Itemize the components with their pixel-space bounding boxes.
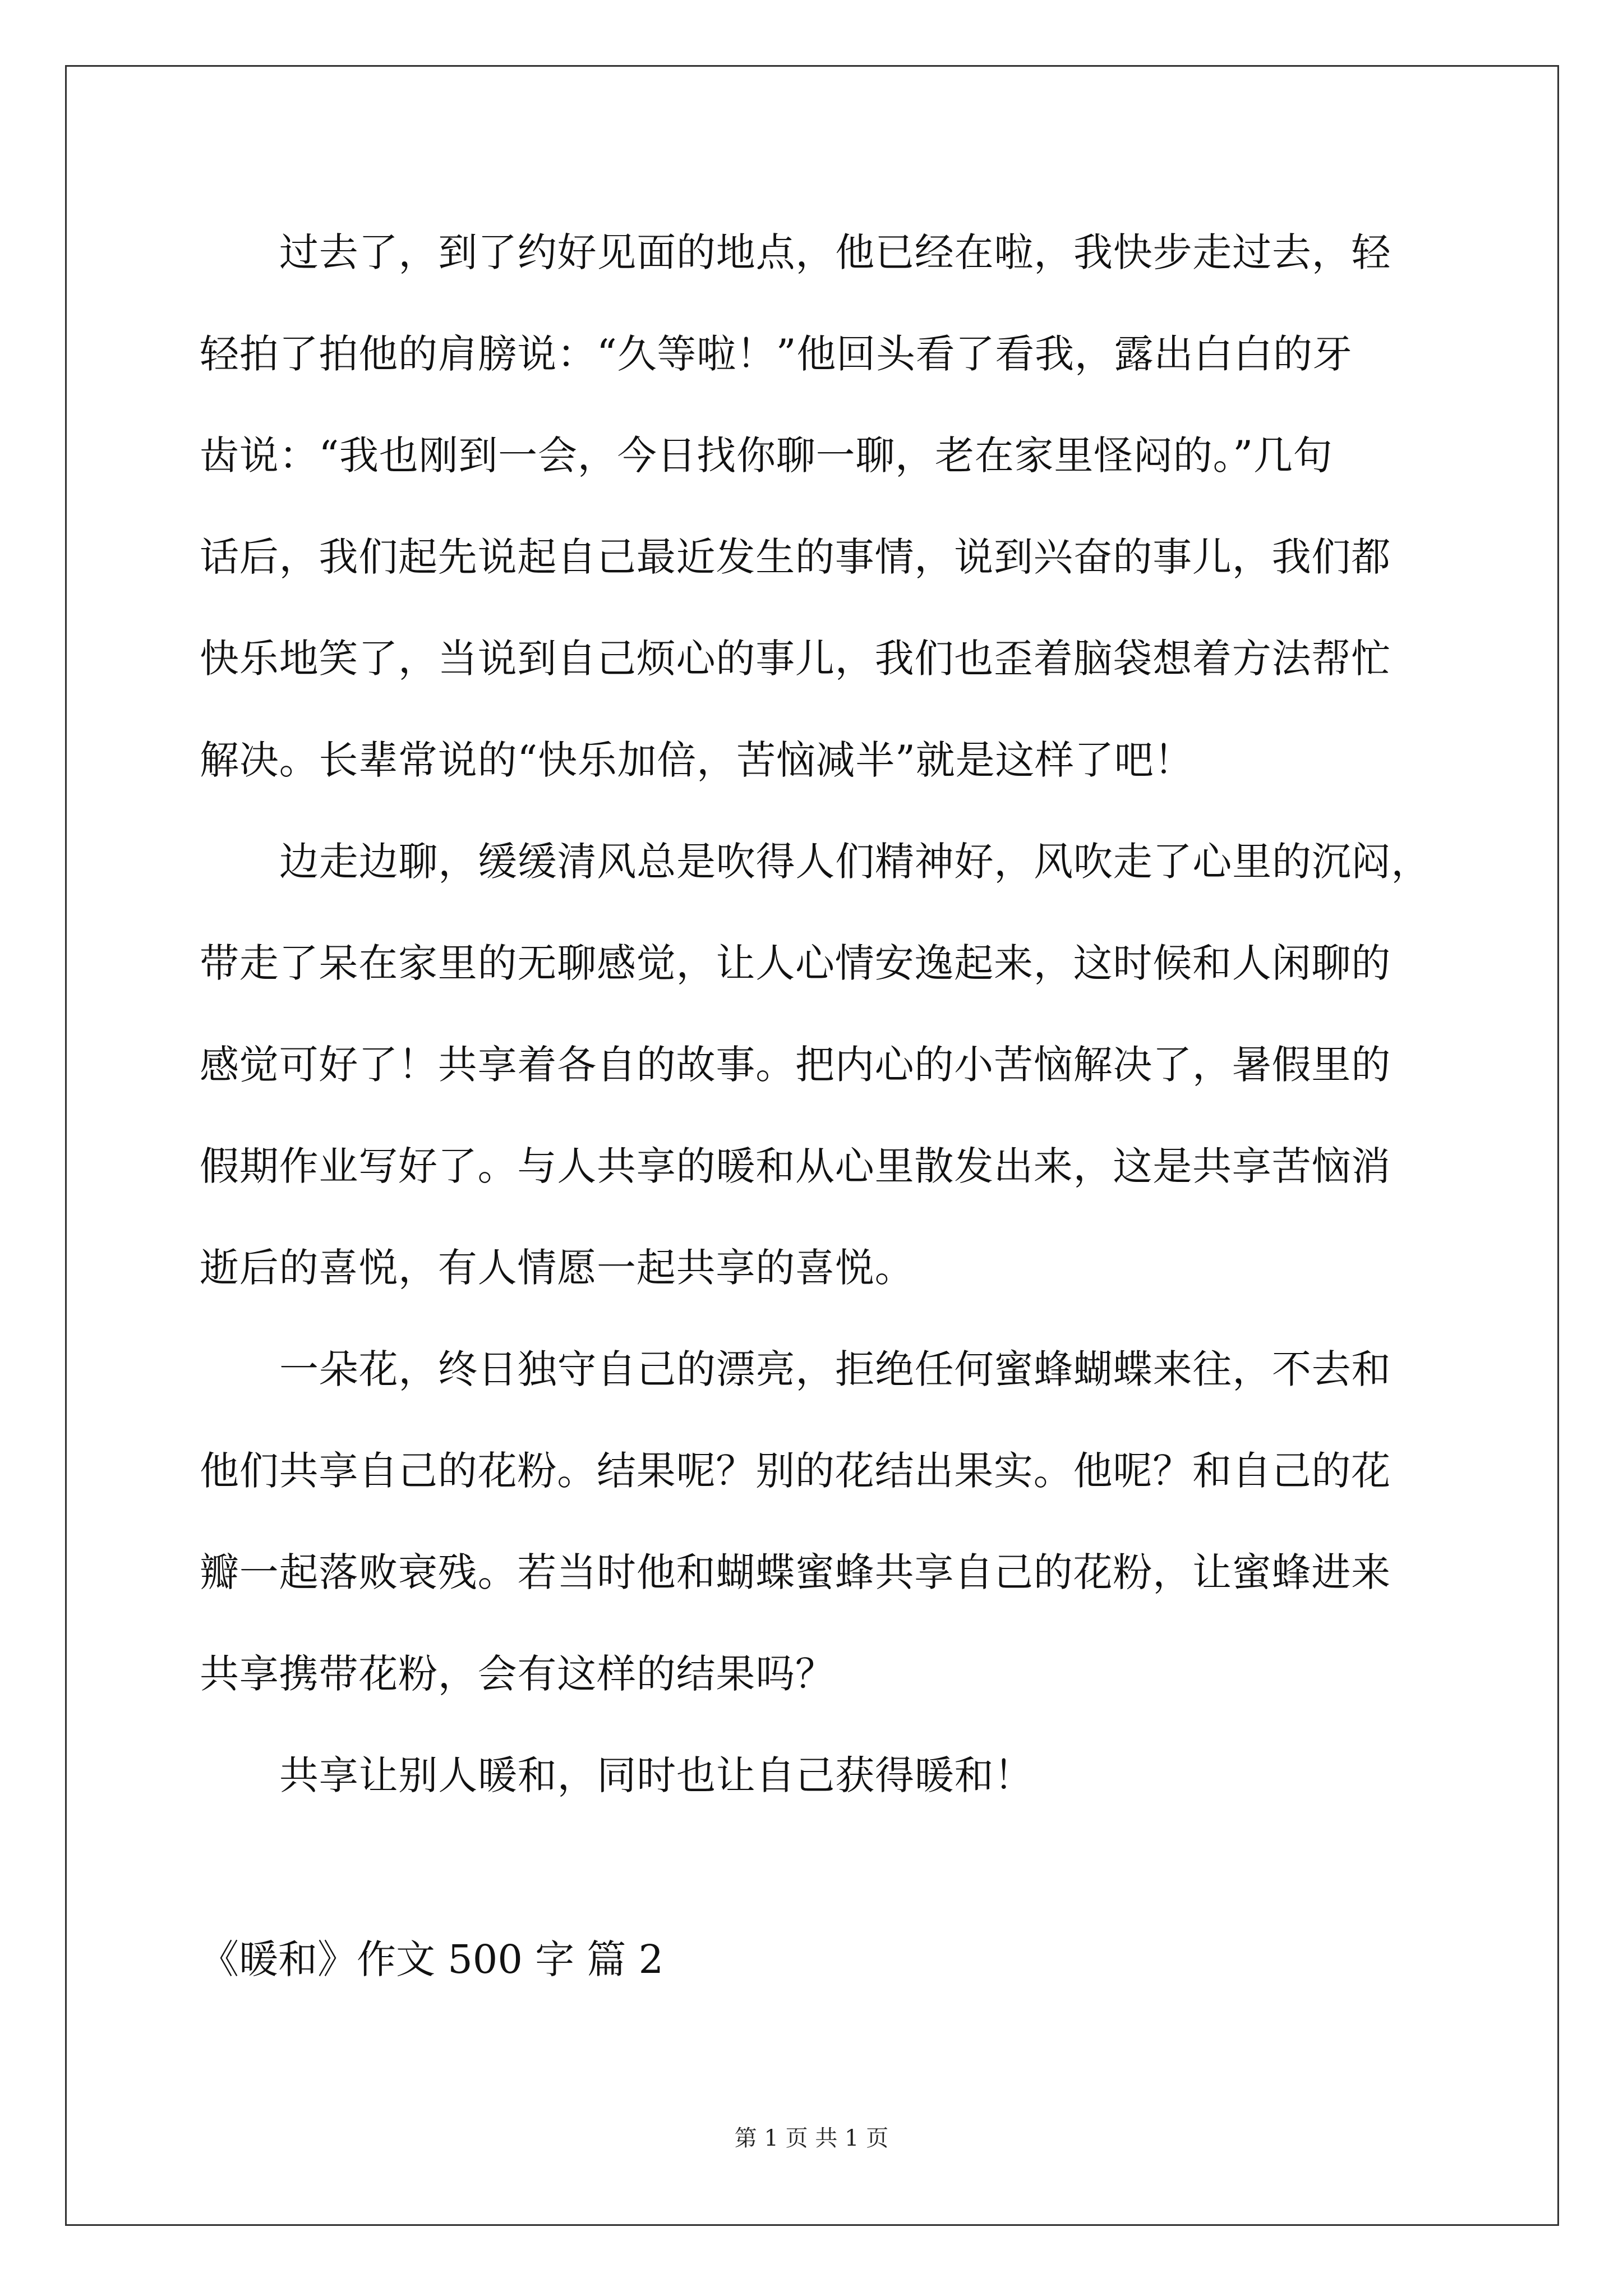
paragraph-3 — [200, 1319, 1437, 1725]
paragraph-1 — [200, 202, 1437, 811]
text-line: 感觉可好了！共享着各自的故事。把内心的小苦恼解决了，暑假里的 — [200, 1042, 1391, 1088]
text-line: 轻拍了拍他的肩膀说：“久等啦！”他回头看了看我，露出白白的牙 — [200, 331, 1353, 377]
text-line: 边走边聊，缓缓清风总是吹得人们精神好，风吹走了心里的沉闷， — [279, 839, 1431, 885]
text-line: 齿说：“我也刚到一会，今日找你聊一聊，老在家里怪闷的。”几句 — [200, 432, 1333, 478]
text-line: 带走了呆在家里的无聊感觉，让人心情安逸起来，这时候和人闲聊的 — [200, 940, 1391, 986]
text-line: 他们共享自己的花粉。结果呢？别的花结出果实。他呢？和自己的花 — [200, 1448, 1391, 1494]
text-line: 过去了，到了约好见面的地点，他已经在啦，我快步走过去，轻 — [279, 229, 1391, 275]
text-line: 瓣一起落败衰残。若当时他和蝴蝶蜜蜂共享自己的花粉，让蜜蜂进来 — [200, 1549, 1391, 1595]
section-title: 《暖和》作文 500 字 篇 2 — [200, 1936, 664, 1982]
text-line: 共享携带花粉，会有这样的结果吗？ — [200, 1651, 835, 1697]
paragraph-4 — [200, 1725, 1437, 1826]
text-line: 一朵花，终日独守自己的漂亮，拒绝任何蜜蜂蝴蝶来往，不去和 — [279, 1346, 1391, 1392]
document-body — [200, 202, 1437, 1826]
text-line: 快乐地笑了，当说到自己烦心的事儿，我们也歪着脑袋想着方法帮忙 — [200, 636, 1391, 682]
text-line: 假期作业写好了。与人共享的暖和从心里散发出来，这是共享苦恼消 — [200, 1143, 1391, 1189]
text-line: 话后，我们起先说起自己最近发生的事情，说到兴奋的事儿，我们都 — [200, 534, 1391, 580]
paragraph-2 — [200, 811, 1437, 1319]
page-footer: 第 1 页 共 1 页 — [734, 2125, 889, 2151]
text-line: 共享让别人暖和，同时也让自己获得暖和！ — [279, 1752, 1034, 1798]
text-line: 逝后的喜悦，有人情愿一起共享的喜悦。 — [200, 1245, 915, 1291]
text-line: 解决。长辈常说的“快乐加倍，苦恼减半”就是这样了吧！ — [200, 737, 1194, 783]
